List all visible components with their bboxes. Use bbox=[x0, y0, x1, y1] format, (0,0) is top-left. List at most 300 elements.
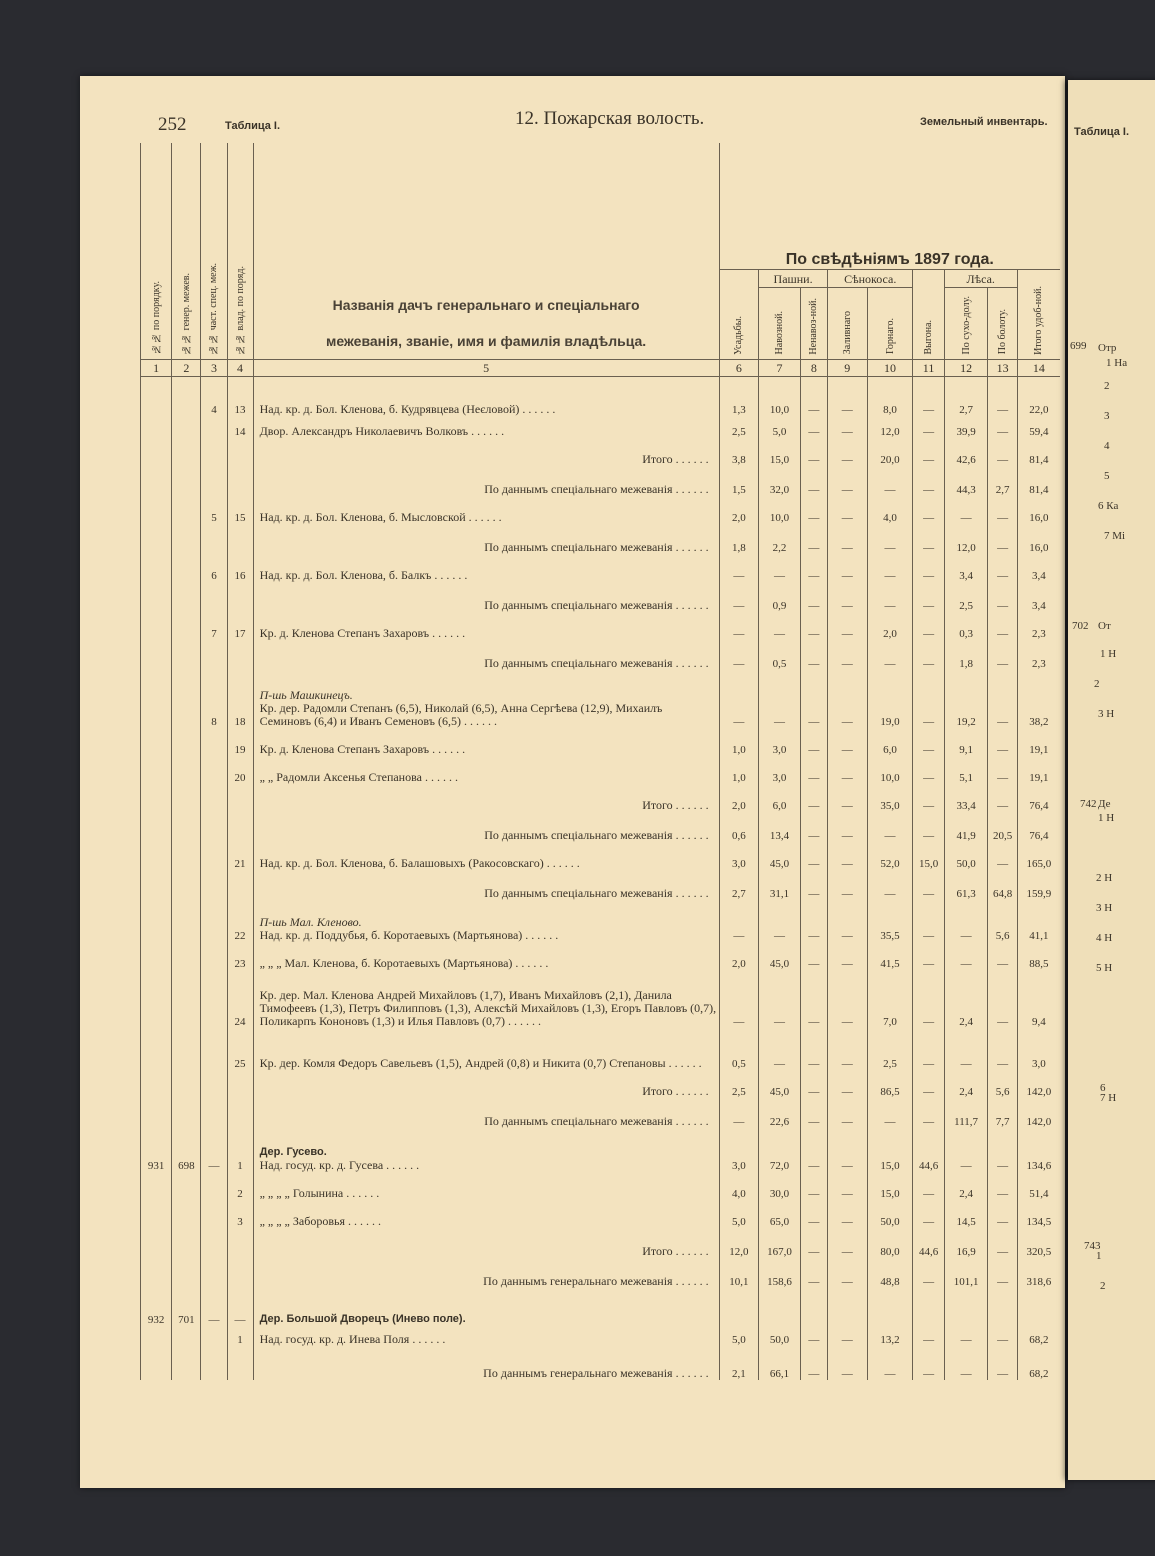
table-row bbox=[141, 842, 1061, 870]
row-index-n3 bbox=[201, 1326, 227, 1346]
table-label: Таблица I. bbox=[225, 120, 281, 132]
row-name bbox=[253, 554, 719, 582]
row-value-col13: — bbox=[988, 376, 1017, 416]
row-value-col14: 16,0 bbox=[1017, 524, 1060, 554]
col-header-navoznoi: Навозной. bbox=[759, 287, 801, 359]
table-row bbox=[141, 784, 1061, 812]
row-index-n3 bbox=[201, 784, 227, 812]
row-index-n4: 23 bbox=[227, 942, 253, 970]
row-index-n3 bbox=[201, 756, 227, 784]
row-value-col10: 2,5 bbox=[867, 1028, 913, 1070]
group-header-1897: По свѣдѣніямъ 1897 года. bbox=[719, 143, 1060, 269]
row-value-col13: 20,5 bbox=[988, 812, 1017, 842]
row-value-col10: — bbox=[867, 1346, 913, 1380]
row-value-col12: 39,9 bbox=[944, 416, 988, 438]
row-value-col9: — bbox=[827, 1228, 867, 1258]
row-value-col9: — bbox=[827, 1200, 867, 1228]
row-value-col11: — bbox=[913, 1258, 944, 1288]
row-value-col10: 48,8 bbox=[867, 1258, 913, 1288]
row-value-col6: — bbox=[719, 554, 759, 582]
row-value-col11: — bbox=[913, 1098, 944, 1128]
col-header-general: №№ генер. межев. bbox=[172, 143, 201, 359]
row-value-col14: 41,1 bbox=[1017, 900, 1060, 942]
row-index-n2 bbox=[172, 466, 201, 496]
row-index-n3: — bbox=[201, 1288, 227, 1326]
table-row bbox=[141, 942, 1061, 970]
row-name-text: Кр. дер. Мал. Кленова Андрей Михайловъ (1,7), Иванъ Михайловъ (2,1), Данила Тимофеевъ (1,3), Петръ Филипповъ (1,3), Алексѣй Михайловъ (1,3), Егоръ Павловъ (0,7), Поликарпъ Кононовъ (1,3) и Илья Павловъ (0,7) . . . . . . bbox=[259, 988, 717, 1028]
row-value-col10: 15,0 bbox=[867, 1128, 913, 1172]
row-value-col6: 4,0 bbox=[719, 1172, 759, 1200]
row-value-col12: — bbox=[944, 942, 988, 970]
row-value-col9: — bbox=[827, 466, 867, 496]
row-name-text: „ „ Радомли Аксенья Степанова . . . . . . bbox=[259, 770, 458, 784]
row-index-n2 bbox=[172, 900, 201, 942]
row-value-col7 bbox=[759, 1288, 801, 1326]
row-value-col11: — bbox=[913, 582, 944, 612]
table-row bbox=[141, 416, 1061, 438]
row-index-n4: 13 bbox=[227, 376, 253, 416]
row-name-text: Итого . . . . . . bbox=[642, 1084, 709, 1098]
row-value-col11: — bbox=[913, 900, 944, 942]
row-value-col14: 68,2 bbox=[1017, 1346, 1060, 1380]
row-value-col13: — bbox=[988, 670, 1017, 728]
row-value-col6: 1,0 bbox=[719, 728, 759, 756]
row-index-n1 bbox=[141, 438, 172, 466]
row-value-col6: — bbox=[719, 1098, 759, 1128]
row-value-col12: 2,4 bbox=[944, 1070, 988, 1098]
row-value-col11: — bbox=[913, 496, 944, 524]
row-value-col10: — bbox=[867, 1098, 913, 1128]
row-value-col9: — bbox=[827, 812, 867, 842]
row-value-col6: — bbox=[719, 612, 759, 640]
row-value-col12: — bbox=[944, 1128, 988, 1172]
column-number: 13 bbox=[988, 359, 1017, 376]
row-value-col11: — bbox=[913, 728, 944, 756]
row-value-col7: 65,0 bbox=[759, 1200, 801, 1228]
row-name bbox=[253, 970, 719, 1028]
row-name-text: По даннымъ спеціальнаго межеванія . . . . . . bbox=[484, 1114, 709, 1128]
row-name bbox=[253, 670, 719, 728]
table-row bbox=[141, 496, 1061, 524]
row-value-col6: — bbox=[719, 640, 759, 670]
row-value-col10: 12,0 bbox=[867, 416, 913, 438]
row-name bbox=[253, 812, 719, 842]
row-value-col6: — bbox=[719, 582, 759, 612]
row-value-col14: 318,6 bbox=[1017, 1258, 1060, 1288]
row-value-col11: — bbox=[913, 756, 944, 784]
row-name-text: Кр. дер. Комля Федоръ Савельевъ (1,5), Андрей (0,8) и Никита (0,7) Степановы . . . . . . bbox=[259, 1056, 702, 1070]
row-name bbox=[253, 1288, 719, 1326]
row-index-n1 bbox=[141, 1172, 172, 1200]
row-value-col13: — bbox=[988, 554, 1017, 582]
row-subheading: П-шь Мал. Кленово. bbox=[259, 915, 362, 929]
row-value-col8: — bbox=[800, 784, 827, 812]
row-value-col12: 16,9 bbox=[944, 1228, 988, 1258]
row-value-col8: — bbox=[800, 1028, 827, 1070]
row-value-col9: — bbox=[827, 1258, 867, 1288]
row-value-col14: 88,5 bbox=[1017, 942, 1060, 970]
row-value-col7: — bbox=[759, 900, 801, 942]
row-name-text: По даннымъ спеціальнаго межеванія . . . . . . bbox=[484, 886, 709, 900]
row-name bbox=[253, 612, 719, 640]
table-row bbox=[141, 812, 1061, 842]
row-index-n2 bbox=[172, 870, 201, 900]
row-index-n3 bbox=[201, 942, 227, 970]
row-index-n1 bbox=[141, 612, 172, 640]
row-index-n4: 16 bbox=[227, 554, 253, 582]
table-row bbox=[141, 1070, 1061, 1098]
row-value-col12: — bbox=[944, 1326, 988, 1346]
row-value-col9: — bbox=[827, 1346, 867, 1380]
next-page-fragment: 742 bbox=[1080, 798, 1097, 810]
row-value-col9: — bbox=[827, 1028, 867, 1070]
row-value-col11: — bbox=[913, 1346, 944, 1380]
row-index-n2 bbox=[172, 756, 201, 784]
row-index-n4 bbox=[227, 1070, 253, 1098]
row-subheading: П-шь Машкинецъ. bbox=[259, 688, 353, 702]
row-value-col11: — bbox=[913, 438, 944, 466]
row-value-col8: — bbox=[800, 870, 827, 900]
row-value-col7: — bbox=[759, 670, 801, 728]
row-value-col13: 64,8 bbox=[988, 870, 1017, 900]
row-value-col12: 111,7 bbox=[944, 1098, 988, 1128]
row-subheading: Дер. Большой Дворецъ (Инево поле). bbox=[259, 1313, 466, 1325]
row-value-col10: 19,0 bbox=[867, 670, 913, 728]
row-value-col7: 0,5 bbox=[759, 640, 801, 670]
row-name bbox=[253, 496, 719, 524]
row-index-n4: 1 bbox=[227, 1326, 253, 1346]
row-value-col12: 3,4 bbox=[944, 554, 988, 582]
row-value-col10: 20,0 bbox=[867, 438, 913, 466]
row-index-n3 bbox=[201, 438, 227, 466]
row-value-col9: — bbox=[827, 970, 867, 1028]
next-page-fragment: 1 bbox=[1096, 1250, 1102, 1262]
row-value-col7: 10,0 bbox=[759, 496, 801, 524]
row-index-n1 bbox=[141, 670, 172, 728]
row-index-n1 bbox=[141, 582, 172, 612]
row-name-text: По даннымъ спеціальнаго межеванія . . . . . . bbox=[484, 482, 709, 496]
row-index-n3 bbox=[201, 466, 227, 496]
row-value-col11: — bbox=[913, 1028, 944, 1070]
row-index-n4: 15 bbox=[227, 496, 253, 524]
row-value-col8: — bbox=[800, 416, 827, 438]
row-value-col14: 320,5 bbox=[1017, 1228, 1060, 1258]
row-index-n4: 22 bbox=[227, 900, 253, 942]
row-index-n1 bbox=[141, 1098, 172, 1128]
row-value-col13: — bbox=[988, 1172, 1017, 1200]
row-value-col11: 44,6 bbox=[913, 1228, 944, 1258]
next-page-fragment: 5 Н bbox=[1096, 962, 1113, 974]
row-value-col9: — bbox=[827, 756, 867, 784]
row-value-col6 bbox=[719, 1288, 759, 1326]
row-value-col8: — bbox=[800, 1346, 827, 1380]
row-name-text: По даннымъ спеціальнаго межеванія . . . . . . bbox=[484, 540, 709, 554]
row-value-col6: — bbox=[719, 970, 759, 1028]
row-index-n1 bbox=[141, 812, 172, 842]
table-row bbox=[141, 640, 1061, 670]
row-value-col11: — bbox=[913, 524, 944, 554]
row-index-n1 bbox=[141, 496, 172, 524]
col-header-zalivnogo: Заливнаго bbox=[827, 287, 867, 359]
row-name-text: „ „ „ „ Голынина . . . . . . bbox=[259, 1186, 380, 1200]
row-value-col12: 2,5 bbox=[944, 582, 988, 612]
row-name-text: Над. кр. д. Бол. Кленова, б. Балкъ . . . . . . bbox=[259, 568, 468, 582]
row-name bbox=[253, 582, 719, 612]
row-value-col13: — bbox=[988, 416, 1017, 438]
row-index-n1: 931 bbox=[141, 1128, 172, 1172]
row-index-n3: 8 bbox=[201, 670, 227, 728]
row-value-col11: — bbox=[913, 1172, 944, 1200]
row-value-col13: — bbox=[988, 612, 1017, 640]
row-index-n4: 20 bbox=[227, 756, 253, 784]
row-index-n3 bbox=[201, 812, 227, 842]
table-row bbox=[141, 1346, 1061, 1380]
row-value-col14: 22,0 bbox=[1017, 376, 1060, 416]
next-page-fragment: Де bbox=[1098, 798, 1111, 810]
land-inventory-table bbox=[140, 143, 1060, 1380]
row-index-n4 bbox=[227, 438, 253, 466]
row-index-n3: 6 bbox=[201, 554, 227, 582]
row-value-col9: — bbox=[827, 438, 867, 466]
column-number: 10 bbox=[867, 359, 913, 376]
row-value-col11 bbox=[913, 1288, 944, 1326]
table-row bbox=[141, 1200, 1061, 1228]
row-value-col9: — bbox=[827, 554, 867, 582]
row-name bbox=[253, 1228, 719, 1258]
table-row bbox=[141, 1172, 1061, 1200]
row-value-col12: 33,4 bbox=[944, 784, 988, 812]
row-value-col6: 0,6 bbox=[719, 812, 759, 842]
row-name bbox=[253, 942, 719, 970]
row-value-col6: 1,3 bbox=[719, 376, 759, 416]
row-index-n1 bbox=[141, 554, 172, 582]
row-value-col10: — bbox=[867, 466, 913, 496]
row-value-col9: — bbox=[827, 842, 867, 870]
row-value-col14: 81,4 bbox=[1017, 438, 1060, 466]
row-value-col14: 59,4 bbox=[1017, 416, 1060, 438]
row-index-n2 bbox=[172, 1326, 201, 1346]
row-value-col13: — bbox=[988, 1128, 1017, 1172]
row-value-col7: 3,0 bbox=[759, 728, 801, 756]
row-value-col12: 1,8 bbox=[944, 640, 988, 670]
next-page-fragment: 6 bbox=[1100, 1082, 1106, 1094]
row-value-col8: — bbox=[800, 812, 827, 842]
row-value-col13: — bbox=[988, 640, 1017, 670]
row-value-col8: — bbox=[800, 1172, 827, 1200]
row-index-n2 bbox=[172, 1258, 201, 1288]
row-index-n4: 3 bbox=[227, 1200, 253, 1228]
row-value-col12: 50,0 bbox=[944, 842, 988, 870]
row-value-col11: — bbox=[913, 970, 944, 1028]
row-value-col10: 10,0 bbox=[867, 756, 913, 784]
column-number: 14 bbox=[1017, 359, 1060, 376]
row-value-col13: — bbox=[988, 1028, 1017, 1070]
row-index-n4 bbox=[227, 784, 253, 812]
row-value-col8: — bbox=[800, 900, 827, 942]
row-value-col7: 30,0 bbox=[759, 1172, 801, 1200]
row-name bbox=[253, 728, 719, 756]
row-value-col13: — bbox=[988, 438, 1017, 466]
row-value-col6: 2,7 bbox=[719, 870, 759, 900]
row-value-col13: 7,7 bbox=[988, 1098, 1017, 1128]
next-page-fragment: 7 Мі bbox=[1104, 530, 1126, 542]
row-index-n1 bbox=[141, 970, 172, 1028]
row-value-col8: — bbox=[800, 438, 827, 466]
row-value-col11: — bbox=[913, 870, 944, 900]
row-name-text: Двор. Александръ Николаевичъ Волковъ . . . . . . bbox=[259, 424, 505, 438]
row-value-col6: — bbox=[719, 670, 759, 728]
row-name bbox=[253, 376, 719, 416]
row-index-n4: 18 bbox=[227, 670, 253, 728]
row-value-col14: 134,6 bbox=[1017, 1128, 1060, 1172]
table-row bbox=[141, 670, 1061, 728]
row-index-n4: 14 bbox=[227, 416, 253, 438]
row-name-text: Кр. д. Кленова Степанъ Захаровъ . . . . . . bbox=[259, 626, 466, 640]
row-value-col10: 80,0 bbox=[867, 1228, 913, 1258]
row-index-n2 bbox=[172, 670, 201, 728]
row-value-col12: 44,3 bbox=[944, 466, 988, 496]
row-index-n4 bbox=[227, 1346, 253, 1380]
row-value-col7: 15,0 bbox=[759, 438, 801, 466]
row-value-col9: — bbox=[827, 376, 867, 416]
row-index-n3 bbox=[201, 1070, 227, 1098]
row-value-col12: — bbox=[944, 1028, 988, 1070]
row-name bbox=[253, 1258, 719, 1288]
table-row bbox=[141, 466, 1061, 496]
row-value-col14: 38,2 bbox=[1017, 670, 1060, 728]
next-page-fragment: 1 Н bbox=[1098, 812, 1115, 824]
row-value-col8: — bbox=[800, 728, 827, 756]
row-value-col13: — bbox=[988, 1258, 1017, 1288]
row-value-col6: — bbox=[719, 900, 759, 942]
row-value-col13: — bbox=[988, 1346, 1017, 1380]
row-name-text: По даннымъ генеральнаго межеванія . . . . . . bbox=[483, 1274, 709, 1288]
row-value-col12: 42,6 bbox=[944, 438, 988, 466]
row-value-col8: — bbox=[800, 640, 827, 670]
row-value-col11: 15,0 bbox=[913, 842, 944, 870]
row-value-col10: 35,0 bbox=[867, 784, 913, 812]
row-value-col11: — bbox=[913, 554, 944, 582]
row-value-col7: 2,2 bbox=[759, 524, 801, 554]
row-name bbox=[253, 416, 719, 438]
page-number: 252 bbox=[158, 114, 187, 135]
group-header-senokosa: Сѣнокоса. bbox=[827, 269, 912, 287]
next-page-fragment: 6 Ка bbox=[1098, 500, 1119, 512]
row-value-col8: — bbox=[800, 524, 827, 554]
row-value-col12: 19,2 bbox=[944, 670, 988, 728]
row-value-col7: 0,9 bbox=[759, 582, 801, 612]
next-page-edge bbox=[1068, 80, 1155, 1480]
row-index-n3 bbox=[201, 1258, 227, 1288]
row-value-col14: 19,1 bbox=[1017, 756, 1060, 784]
column-number: 5 bbox=[253, 359, 719, 376]
col-header-boloto: По болоту. bbox=[988, 287, 1017, 359]
row-index-n3 bbox=[201, 640, 227, 670]
row-value-col12: 5,1 bbox=[944, 756, 988, 784]
row-value-col10: 8,0 bbox=[867, 376, 913, 416]
row-index-n4: — bbox=[227, 1288, 253, 1326]
row-value-col14: 16,0 bbox=[1017, 496, 1060, 524]
row-name bbox=[253, 1346, 719, 1380]
col-header-usadby: Усадьбы. bbox=[719, 269, 759, 359]
row-value-col9: — bbox=[827, 870, 867, 900]
row-name bbox=[253, 1200, 719, 1228]
row-index-n1 bbox=[141, 1258, 172, 1288]
row-index-n3 bbox=[201, 524, 227, 554]
row-value-col7: 45,0 bbox=[759, 842, 801, 870]
next-page-fragment: 2 bbox=[1104, 380, 1110, 392]
row-value-col9: — bbox=[827, 1326, 867, 1346]
row-index-n3 bbox=[201, 1200, 227, 1228]
row-name-text: Над. госуд. кр. д. Гусева . . . . . . bbox=[259, 1158, 420, 1172]
row-value-col14: 142,0 bbox=[1017, 1070, 1060, 1098]
row-value-col14: 3,4 bbox=[1017, 582, 1060, 612]
row-index-n4: 24 bbox=[227, 970, 253, 1028]
row-value-col13: — bbox=[988, 970, 1017, 1028]
row-index-n3 bbox=[201, 1098, 227, 1128]
column-number: 11 bbox=[913, 359, 944, 376]
row-index-n3: 4 bbox=[201, 376, 227, 416]
row-value-col14: 142,0 bbox=[1017, 1098, 1060, 1128]
row-value-col9: — bbox=[827, 900, 867, 942]
row-value-col12: 2,7 bbox=[944, 376, 988, 416]
row-subheading: Дер. Гусево. bbox=[259, 1146, 327, 1158]
row-value-col9: — bbox=[827, 496, 867, 524]
row-index-n3 bbox=[201, 1172, 227, 1200]
row-index-n4: 17 bbox=[227, 612, 253, 640]
row-index-n4 bbox=[227, 1228, 253, 1258]
row-value-col10: 52,0 bbox=[867, 842, 913, 870]
table-row bbox=[141, 554, 1061, 582]
row-value-col6: 2,0 bbox=[719, 942, 759, 970]
next-page-fragment: 702 bbox=[1072, 620, 1089, 632]
row-value-col14: 81,4 bbox=[1017, 466, 1060, 496]
row-value-col13: 2,7 bbox=[988, 466, 1017, 496]
row-index-n2 bbox=[172, 376, 201, 416]
row-value-col14: 9,4 bbox=[1017, 970, 1060, 1028]
row-name-text: Кр. д. Кленова Степанъ Захаровъ . . . . . . bbox=[259, 742, 466, 756]
row-name-text: Кр. дер. Радомли Степанъ (6,5), Николай (6,5), Анна Сергѣева (12,9), Михаилъ Семиновъ (6,4) и Иванъ Семеновъ (6,5) . . . . . . bbox=[259, 701, 663, 728]
next-page-fragment: 7 Н bbox=[1100, 1092, 1117, 1104]
row-value-col12: 12,0 bbox=[944, 524, 988, 554]
row-value-col11: — bbox=[913, 416, 944, 438]
row-value-col8: — bbox=[800, 554, 827, 582]
row-value-col11: — bbox=[913, 670, 944, 728]
row-value-col10: 50,0 bbox=[867, 1200, 913, 1228]
row-value-col13: 5,6 bbox=[988, 1070, 1017, 1098]
row-value-col7: 45,0 bbox=[759, 942, 801, 970]
row-name-text: Итого . . . . . . bbox=[642, 452, 709, 466]
col-header-sukhodol: По сухо-долу. bbox=[944, 287, 988, 359]
table-row bbox=[141, 1028, 1061, 1070]
col-header-special: №№ част. спец. меж. bbox=[201, 143, 227, 359]
row-value-col10: 13,2 bbox=[867, 1326, 913, 1346]
row-name-text: Над. кр. д. Бол. Кленова, б. Балашовыхъ (Ракосовскаго) . . . . . . bbox=[259, 856, 580, 870]
row-value-col6: 5,0 bbox=[719, 1200, 759, 1228]
row-value-col11: — bbox=[913, 376, 944, 416]
row-index-n4: 21 bbox=[227, 842, 253, 870]
row-index-n4 bbox=[227, 1098, 253, 1128]
next-page-fragment: 2 bbox=[1094, 678, 1100, 690]
row-value-col8: — bbox=[800, 670, 827, 728]
row-value-col9: — bbox=[827, 784, 867, 812]
row-index-n1 bbox=[141, 466, 172, 496]
row-name-text: По даннымъ генеральнаго межеванія . . . . . . bbox=[483, 1366, 709, 1380]
row-index-n2 bbox=[172, 612, 201, 640]
col-header-gornago: Горнаго. bbox=[867, 287, 913, 359]
row-name-text: Итого . . . . . . bbox=[642, 798, 709, 812]
table-row bbox=[141, 1228, 1061, 1258]
